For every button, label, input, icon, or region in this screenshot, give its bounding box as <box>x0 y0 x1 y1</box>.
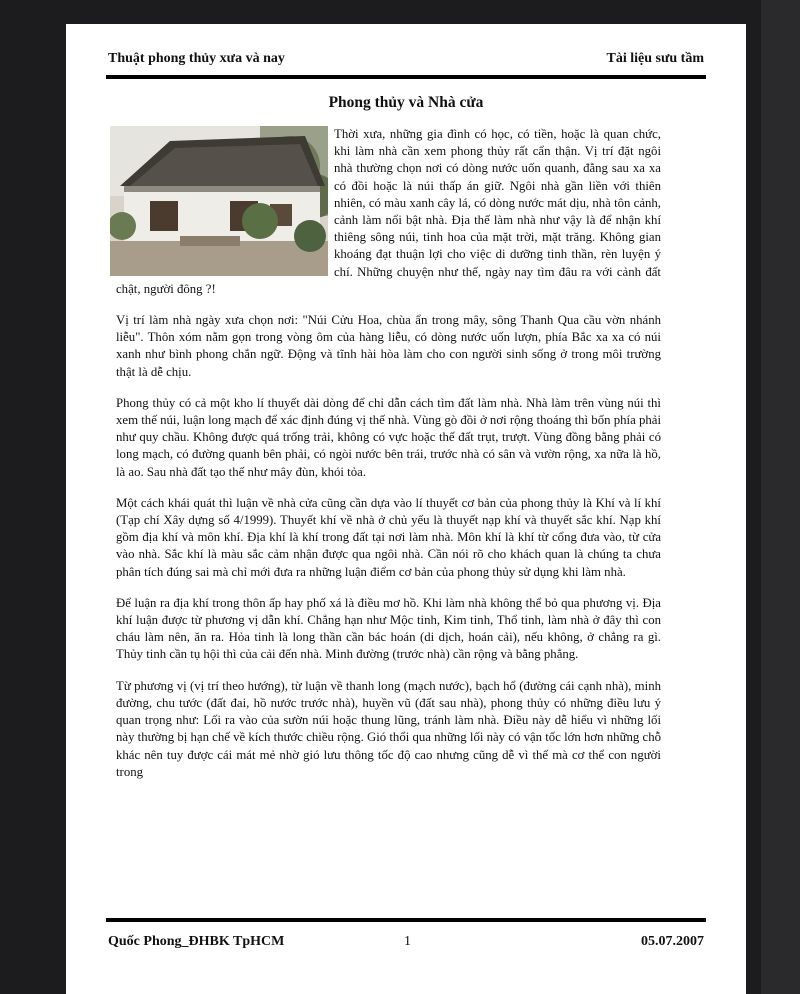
paragraph-2: Vị trí làm nhà ngày xưa chọn nơi: "Núi Cửu Hoa, chùa ẩn trong mây, sông Thanh Qua cầu vờn nhánh liễu". Thôn xóm nằm gọn trong vòng ôm của hàng liễu, có dòng nước uốn lượn, phía Bắc xa xa có núi xanh như bình phong chắn ngữ. Động và tĩnh hài hòa làm cho con người sinh sống ở trong môi trường thật là dễ chịu. <box>116 313 661 379</box>
article-body <box>116 126 661 795</box>
header-source: Tài liệu sưu tầm <box>606 51 704 66</box>
footer-author: Quốc Phong_ĐHBK TpHCM <box>108 934 285 949</box>
paragraph-3: Phong thủy có cả một kho lí thuyết dài dòng để chỉ dẫn cách tìm đất làm nhà. Nhà làm trên vùng núi thì xem thế núi, luận long mạch để xác định đúng vị thế nhà. Vùng gò đồi ở nơi rộng thoáng thì bốn phía phải như quy chầu. Không được quá trống trải, không có vực hoặc thế đất trụt, trượt. Vùng đồng bằng phải có long mạch, có đường quanh bên phải, có ngòi nước bên trái, trước nhà có sân và vườn rộng, xa nữa là hồ, là ao. Sau nhà đất tạo thế như mây đùn, khói tỏa. <box>116 395 661 479</box>
page-footer <box>108 934 704 954</box>
page-number: 1 <box>404 934 411 949</box>
page-header <box>108 51 704 71</box>
footer-date: 05.07.2007 <box>641 934 704 949</box>
article-title: Phong thủy và Nhà cửa <box>328 94 484 111</box>
paragraph-4: Một cách khái quát thì luận về nhà cửa cũng cần dựa vào lí thuyết cơ bản của phong thủy là Khí và lí khí (Tạp chí Xây dựng số 4/1999). Thuyết khí về nhà ở chủ yếu là thuyết nạp khí và thuyết sắc khí. Nạp khí gồm địa khí và môn khí. Địa khí là khí trong đất tại nơi làm nhà. Môn khí là khí từ cổng đưa vào, từ cửa vào nhà. Sắc khí là màu sắc cảm nhận được qua ngôi nhà. Cần nói rõ cho khách quan là chúng ta chưa phân tích đúng sai mà chỉ mới đưa ra những luận điểm cơ bản của phong thủy sử dụng khi làm nhà. <box>116 495 661 579</box>
house-photo <box>110 126 328 276</box>
viewer-background-strip <box>761 0 800 994</box>
document-page <box>66 24 746 994</box>
footer-rule <box>106 918 706 922</box>
paragraph-6: Từ phương vị (vị trí theo hướng), từ luận về thanh long (mạch nước), bạch hổ (đường cái cạnh nhà), minh đường, chu tước (đất đai, hồ nước trước nhà), huyền vũ (đất sau nhà), phong thủy có những điều lưu ý quan trọng như: Lối ra vào của sườn núi hoặc thung lũng, tránh làm nhà. Điều này dễ hiểu vì những lối này thường bị hạn chế về kích thước chiều rộng. Gió thổi qua những lối này có vận tốc lớn hơn những chỗ khác nên tuy được cái mát mẻ nhờ gió lưu thông tốc độ cao nhưng cũng dễ vì thế mà cơ thể con người trong <box>116 678 661 779</box>
paragraph-1: Thời xưa, những gia đình có học, có tiền, hoặc là quan chức, khi làm nhà cần xem phong thủy rất cẩn thận. Vị trí đặt ngôi nhà thường chọn nơi có dòng nước uốn quanh, đằng sau xa xa có đồi hoặc là núi thấp án giữ. Ngôi nhà gần liền với thiên nhiên, có màu xanh cây lá, có dòng nước mát dịu, nhà tôn cảnh, cảnh làm nổi bật nhà. Địa thế làm nhà như vậy là để nhận khí thiêng sông núi, tinh hoa của mặt trời, mặt trăng. Không gian khoáng đạt thuận lợi cho việc di dưỡng tinh thần, rèn luyện ý chí. Những chuyện như thế, ngày nay tìm đâu ra với cảnh đất chật, người đông ?! <box>116 127 661 296</box>
paragraph-5: Để luận ra địa khí trong thôn ấp hay phố xá là điều mơ hồ. Khi làm nhà không thể bỏ qua phương vị. Địa khí luận được từ phương vị dẫn khí. Chẳng hạn như Mộc tinh, Kim tinh, Thổ tinh, làm nhà ở đây thì con cháu làm nên, ăn ra. Hỏa tinh là long thần cần bác hoán (di dịch, hoán cải), nếu không, ở chẳng ra gì. Thủy tinh cần tụ hội thì của cải đến nhà. Minh đường (trước nhà) cần rộng và bằng phẳng. <box>116 595 661 662</box>
header-rule <box>106 75 706 79</box>
header-title: Thuật phong thủy xưa và nay <box>108 51 285 66</box>
